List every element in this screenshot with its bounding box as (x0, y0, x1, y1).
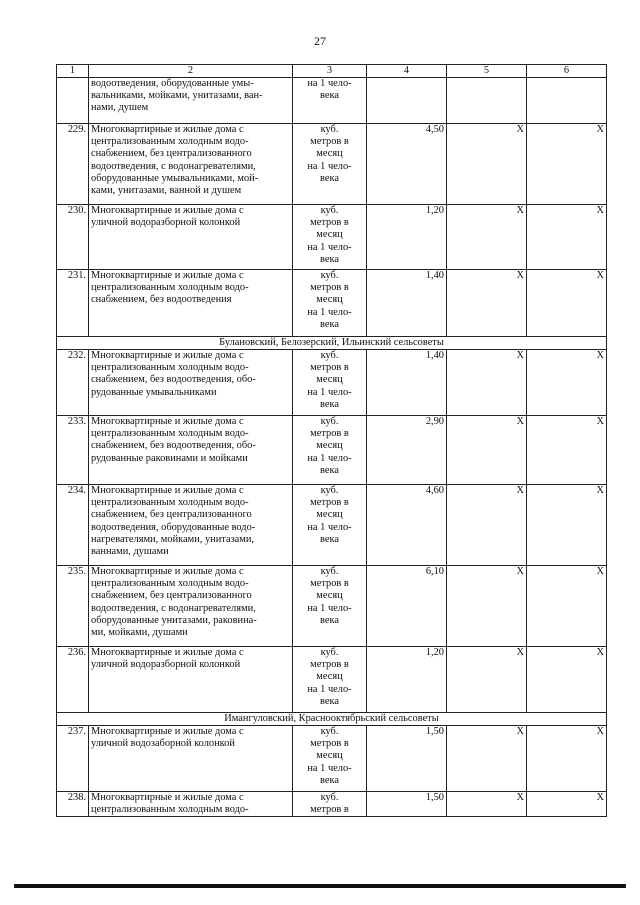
row-col5: X (447, 485, 527, 566)
section-header-row (57, 337, 607, 350)
row-description: водоотведения, оборудованные умы- вальниками, мойками, унитазами, ван- нами, душем (89, 78, 293, 124)
table-row (57, 270, 607, 337)
row-description: Многоквартирные и жилые дома с централизованным холодным водо- (89, 792, 293, 817)
table-row (57, 726, 607, 792)
row-unit: куб. метров в месяц на 1 чело- века (293, 270, 367, 337)
section-title: Булановский, Белозерский, Ильинский сельсоветы (57, 337, 607, 350)
column-header: 1 (57, 65, 89, 78)
table-row (57, 205, 607, 270)
row-description: Многоквартирные и жилые дома с централизованным холодным водо- снабжением, без водоотведения, обо- рудованные раковинами и мойками (89, 416, 293, 485)
section-title: Имангуловский, Краснооктябрьский сельсоветы (57, 713, 607, 726)
bottom-rule (14, 884, 626, 888)
row-description: Многоквартирные и жилые дома с уличной водоразборной колонкой (89, 647, 293, 713)
row-description: Многоквартирные и жилые дома с централизованным холодным водо- снабжением, без централизованного водоотведения, с водонагревателями, оборудованные умывальниками, мой- ками, унитазами, ванной и душем (89, 124, 293, 205)
row-col6: X (527, 205, 607, 270)
row-value: 1,50 (367, 792, 447, 817)
table-row (57, 485, 607, 566)
row-col6: X (527, 124, 607, 205)
row-number: 233. (57, 416, 89, 485)
row-col5: X (447, 726, 527, 792)
row-col5 (447, 78, 527, 124)
row-unit: куб. метров в месяц на 1 чело- века (293, 205, 367, 270)
table-row (57, 350, 607, 416)
row-col5: X (447, 350, 527, 416)
row-number: 235. (57, 566, 89, 647)
row-value: 1,40 (367, 270, 447, 337)
table-row (57, 416, 607, 485)
row-description: Многоквартирные и жилые дома с централизованным холодным водо- снабжением, без централизованного водоотведения, оборудованные водо- нагревателями, мойками, унитазами, ваннами, душами (89, 485, 293, 566)
column-header: 3 (293, 65, 367, 78)
row-col5: X (447, 792, 527, 817)
row-unit: куб. метров в месяц на 1 чело- века (293, 350, 367, 416)
row-description: Многоквартирные и жилые дома с централизованным холодным водо- снабжением, без централизованного водоотведения, с водонагревателями, оборудованные унитазами, раковина- ми, мойками, душами (89, 566, 293, 647)
row-col5: X (447, 124, 527, 205)
table-row (57, 124, 607, 205)
row-col6: X (527, 792, 607, 817)
row-description: Многоквартирные и жилые дома с централизованным холодным водо- снабжением, без водоотведения (89, 270, 293, 337)
row-value: 2,90 (367, 416, 447, 485)
column-header: 5 (447, 65, 527, 78)
row-value: 1,20 (367, 647, 447, 713)
row-unit: куб. метров в месяц на 1 чело- века (293, 485, 367, 566)
row-value: 1,40 (367, 350, 447, 416)
row-value (367, 78, 447, 124)
row-unit: на 1 чело- века (293, 78, 367, 124)
column-header: 4 (367, 65, 447, 78)
row-number: 236. (57, 647, 89, 713)
row-number: 232. (57, 350, 89, 416)
table-row (57, 647, 607, 713)
row-col6: X (527, 270, 607, 337)
column-header: 2 (89, 65, 293, 78)
row-col5: X (447, 566, 527, 647)
row-unit: куб. метров в (293, 792, 367, 817)
row-value: 6,10 (367, 566, 447, 647)
row-value: 4,50 (367, 124, 447, 205)
row-number: 238. (57, 792, 89, 817)
row-col6: X (527, 726, 607, 792)
row-number: 230. (57, 205, 89, 270)
row-number: 234. (57, 485, 89, 566)
row-value: 4,60 (367, 485, 447, 566)
page-number: 27 (314, 34, 326, 48)
row-col6: X (527, 350, 607, 416)
row-number: 231. (57, 270, 89, 337)
section-header-row (57, 713, 607, 726)
row-col6 (527, 78, 607, 124)
row-col6: X (527, 566, 607, 647)
row-unit: куб. метров в месяц на 1 чело- века (293, 416, 367, 485)
row-number (57, 78, 89, 124)
row-number: 229. (57, 124, 89, 205)
row-col5: X (447, 647, 527, 713)
row-description: Многоквартирные и жилые дома с централизованным холодным водо- снабжением, без водоотведения, обо- рудованные умывальниками (89, 350, 293, 416)
tariff-table (56, 64, 607, 817)
row-col6: X (527, 416, 607, 485)
row-description: Многоквартирные и жилые дома с уличной водоразборной колонкой (89, 205, 293, 270)
table-header-row (57, 65, 607, 78)
row-unit: куб. метров в месяц на 1 чело- века (293, 647, 367, 713)
row-col6: X (527, 485, 607, 566)
table-row (57, 78, 607, 124)
table-row (57, 566, 607, 647)
column-header: 6 (527, 65, 607, 78)
row-number: 237. (57, 726, 89, 792)
row-col5: X (447, 205, 527, 270)
row-col5: X (447, 416, 527, 485)
row-unit: куб. метров в месяц на 1 чело- века (293, 566, 367, 647)
table-row (57, 792, 607, 817)
row-col5: X (447, 270, 527, 337)
row-description: Многоквартирные и жилые дома с уличной водозаборной колонкой (89, 726, 293, 792)
row-unit: куб. метров в месяц на 1 чело- века (293, 726, 367, 792)
row-value: 1,50 (367, 726, 447, 792)
row-value: 1,20 (367, 205, 447, 270)
row-unit: куб. метров в месяц на 1 чело- века (293, 124, 367, 205)
row-col6: X (527, 647, 607, 713)
